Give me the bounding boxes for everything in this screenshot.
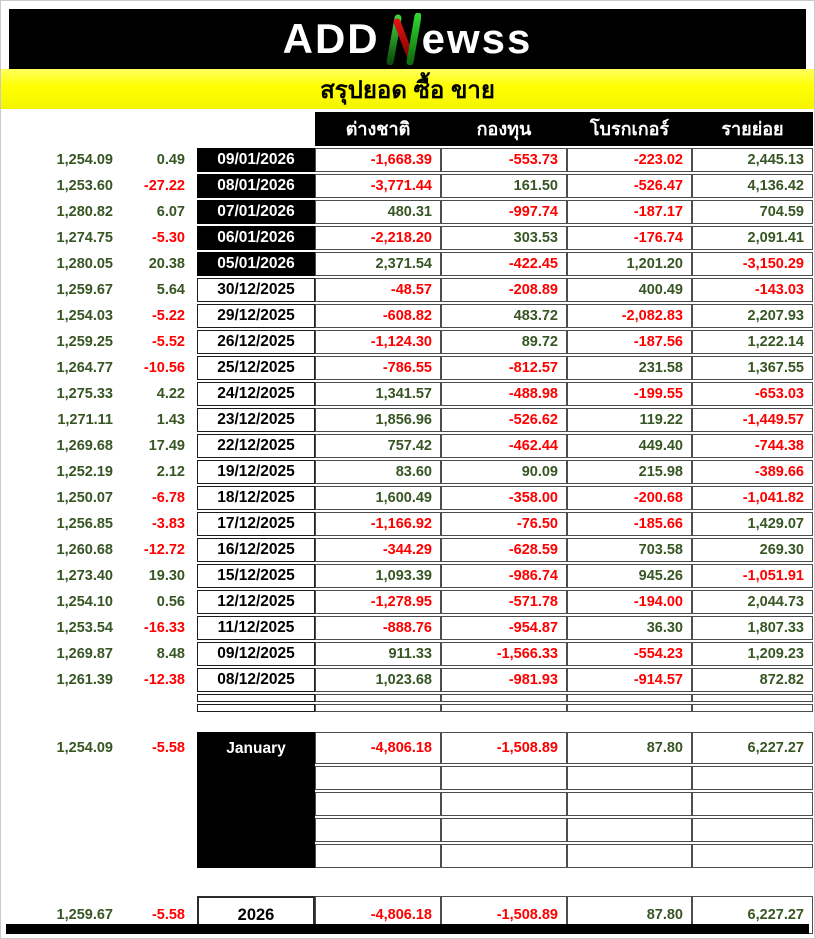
empty-value-cell: [692, 818, 813, 842]
fund-cell: -488.98: [441, 382, 567, 406]
change-cell: -27.22: [143, 177, 185, 194]
fund-cell: -553.73: [441, 148, 567, 172]
date-cell: 12/12/2025: [197, 590, 315, 614]
spacer-cell: [4, 704, 116, 712]
section-gap: [4, 870, 813, 894]
foreign-cell: 83.60: [315, 460, 441, 484]
candlestick-n-icon: [381, 13, 421, 65]
empty-value-cell: [441, 844, 567, 868]
broker-cell: 1,201.20: [567, 252, 692, 276]
spacer-cell: [116, 766, 188, 790]
date-cell: 16/12/2025: [197, 538, 315, 562]
fund-cell: 89.72: [441, 330, 567, 354]
date-cell: 22/12/2025: [197, 434, 315, 458]
empty-value-cell: [441, 704, 567, 712]
fund-cell: -208.89: [441, 278, 567, 302]
logo-text-suffix: ewss: [421, 15, 533, 62]
table-row: [4, 304, 813, 328]
empty-value-cell: [441, 792, 567, 816]
change-cell: -10.56: [143, 359, 185, 376]
empty-date-cell: [197, 694, 315, 702]
empty-value-cell: [315, 704, 441, 712]
retail-cell: -744.38: [692, 434, 813, 458]
fund-cell: 161.50: [441, 174, 567, 198]
retail-cell: 1,222.14: [692, 330, 813, 354]
table-row: [4, 200, 813, 224]
change-cell: -5.30: [151, 229, 185, 246]
table-row: [4, 252, 813, 276]
retail-cell: 2,091.41: [692, 226, 813, 250]
fund-cell: -997.74: [441, 200, 567, 224]
set-index-cell: 1,275.33: [56, 385, 113, 402]
retail-cell: -389.66: [692, 460, 813, 484]
year-change-cell: -5.58: [151, 906, 185, 923]
change-cell: 0.49: [156, 151, 185, 168]
spacer-cell: [116, 694, 188, 702]
month-change-cell: -5.58: [151, 739, 185, 756]
change-cell: 1.43: [156, 411, 185, 428]
header-spacer: [4, 112, 116, 146]
broker-cell: -914.57: [567, 668, 692, 692]
set-index-cell: 1,271.11: [57, 411, 113, 428]
month-empty-row: [4, 818, 813, 842]
date-cell: 09/01/2026: [197, 148, 315, 172]
retail-cell: -3,150.29: [692, 252, 813, 276]
retail-cell: 1,807.33: [692, 616, 813, 640]
date-cell: 26/12/2025: [197, 330, 315, 354]
column-header-row: [4, 112, 813, 146]
foreign-cell: -3,771.44: [315, 174, 441, 198]
fund-cell: -358.00: [441, 486, 567, 510]
fund-cell: -981.93: [441, 668, 567, 692]
foreign-cell: -888.76: [315, 616, 441, 640]
broker-cell: -2,082.83: [567, 304, 692, 328]
broker-cell: 945.26: [567, 564, 692, 588]
brand-logo: [283, 13, 533, 65]
table-row: [4, 642, 813, 666]
spacer-cell: [188, 330, 197, 354]
set-index-cell: 1,273.40: [56, 567, 113, 584]
broker-cell: -199.55: [567, 382, 692, 406]
spacer-cell: [188, 844, 197, 868]
table-row: [4, 460, 813, 484]
spacer-cell: [188, 148, 197, 172]
change-cell: -12.38: [143, 671, 185, 688]
change-cell: 6.07: [156, 203, 185, 220]
change-cell: 8.48: [156, 645, 185, 662]
broker-cell: -223.02: [567, 148, 692, 172]
empty-value-cell: [567, 844, 692, 868]
set-index-cell: 1,259.25: [56, 333, 113, 350]
month-empty-row: [4, 766, 813, 790]
retail-cell: 872.82: [692, 668, 813, 692]
fund-cell: -526.62: [441, 408, 567, 432]
retail-cell: -1,041.82: [692, 486, 813, 510]
spacer-cell: [188, 668, 197, 692]
spacer-cell: [116, 792, 188, 816]
date-cell: 08/01/2026: [197, 174, 315, 198]
spacer-cell: [188, 434, 197, 458]
foreign-cell: -1,278.95: [315, 590, 441, 614]
retail-cell: -1,449.57: [692, 408, 813, 432]
date-cell: 08/12/2025: [197, 668, 315, 692]
month-empty-row: [4, 792, 813, 816]
retail-cell: 2,207.93: [692, 304, 813, 328]
foreign-cell: -1,124.30: [315, 330, 441, 354]
empty-value-cell: [692, 694, 813, 702]
table-row: [4, 512, 813, 536]
empty-value-cell: [315, 844, 441, 868]
foreign-cell: -608.82: [315, 304, 441, 328]
change-cell: 17.49: [148, 437, 185, 454]
retail-cell: -1,051.91: [692, 564, 813, 588]
table-row: [4, 616, 813, 640]
retail-cell: 1,209.23: [692, 642, 813, 666]
foreign-cell: 480.31: [315, 200, 441, 224]
date-cell: 24/12/2025: [197, 382, 315, 406]
year-foreign-cell: -4,806.18: [315, 896, 441, 934]
date-cell: 15/12/2025: [197, 564, 315, 588]
fund-cell: -571.78: [441, 590, 567, 614]
change-cell: -5.52: [151, 333, 185, 350]
spacer-cell: [188, 460, 197, 484]
logo-bar: [9, 9, 806, 69]
broker-cell: 231.58: [567, 356, 692, 380]
spacer-cell: [116, 818, 188, 842]
retail-cell: 2,044.73: [692, 590, 813, 614]
fund-cell: 90.09: [441, 460, 567, 484]
retail-cell: -143.03: [692, 278, 813, 302]
broker-cell: -187.56: [567, 330, 692, 354]
broker-cell: 36.30: [567, 616, 692, 640]
change-cell: -3.83: [151, 515, 185, 532]
year-index-cell: 1,259.67: [56, 906, 113, 923]
gap-cell: [4, 870, 813, 894]
empty-value-cell: [567, 694, 692, 702]
fund-cell: -1,566.33: [441, 642, 567, 666]
broker-cell: 449.40: [567, 434, 692, 458]
spacer-cell: [4, 766, 116, 790]
set-index-cell: 1,260.68: [56, 541, 113, 558]
spacer-cell: [188, 732, 197, 764]
spacer-cell: [188, 278, 197, 302]
set-index-cell: 1,254.10: [56, 593, 113, 610]
fund-cell: 303.53: [441, 226, 567, 250]
empty-value-cell: [315, 694, 441, 702]
col-header-broker: โบรกเกอร์: [567, 112, 692, 146]
empty-value-cell: [441, 694, 567, 702]
foreign-cell: 1,856.96: [315, 408, 441, 432]
foreign-cell: 1,600.49: [315, 486, 441, 510]
spacer-cell: [188, 382, 197, 406]
logo-text-prefix: ADD: [282, 15, 380, 62]
month-foreign-cell: -4,806.18: [315, 732, 441, 764]
col-header-fund: กองทุน: [441, 112, 567, 146]
change-cell: 5.64: [156, 281, 185, 298]
spacer-cell: [188, 200, 197, 224]
table-row: [4, 538, 813, 562]
section-gap: [4, 714, 813, 730]
col-header-foreign: ต่างชาติ: [315, 112, 441, 146]
retail-cell: 269.30: [692, 538, 813, 562]
retail-cell: 1,429.07: [692, 512, 813, 536]
fund-cell: -422.45: [441, 252, 567, 276]
foreign-cell: 1,023.68: [315, 668, 441, 692]
fund-cell: 483.72: [441, 304, 567, 328]
change-cell: 0.56: [156, 593, 185, 610]
broker-cell: 119.22: [567, 408, 692, 432]
foreign-cell: -2,218.20: [315, 226, 441, 250]
date-cell: 23/12/2025: [197, 408, 315, 432]
spacer-cell: [188, 252, 197, 276]
table-row: [4, 356, 813, 380]
fund-cell: -812.57: [441, 356, 567, 380]
change-cell: 20.38: [148, 255, 185, 272]
spacer-cell: [188, 408, 197, 432]
month-retail-cell: 6,227.27: [692, 732, 813, 764]
table-row: [4, 330, 813, 354]
spacer-cell: [188, 818, 197, 842]
set-index-cell: 1,250.07: [56, 489, 113, 506]
spacer-cell: [4, 694, 116, 702]
set-index-cell: 1,252.19: [56, 463, 113, 480]
foreign-cell: 911.33: [315, 642, 441, 666]
empty-value-cell: [315, 766, 441, 790]
set-index-cell: 1,259.67: [56, 281, 113, 298]
date-cell: 09/12/2025: [197, 642, 315, 666]
spacer-cell: [188, 226, 197, 250]
spacer-cell: [188, 356, 197, 380]
date-cell: 19/12/2025: [197, 460, 315, 484]
empty-value-cell: [567, 766, 692, 790]
year-broker-cell: 87.80: [567, 896, 692, 934]
year-fund-cell: -1,508.89: [441, 896, 567, 934]
empty-value-cell: [567, 704, 692, 712]
col-header-retail: รายย่อย: [692, 112, 813, 146]
empty-value-cell: [692, 704, 813, 712]
spacer-cell: [188, 694, 197, 702]
broker-cell: -194.00: [567, 590, 692, 614]
date-cell: 07/01/2026: [197, 200, 315, 224]
set-index-cell: 1,253.54: [56, 619, 113, 636]
foreign-cell: -786.55: [315, 356, 441, 380]
set-index-cell: 1,264.77: [56, 359, 113, 376]
empty-filler-row: [4, 704, 813, 712]
retail-cell: 4,136.42: [692, 174, 813, 198]
spacer-cell: [188, 564, 197, 588]
broker-cell: -187.17: [567, 200, 692, 224]
empty-value-cell: [441, 818, 567, 842]
bottom-black-bar: [6, 924, 809, 934]
table-row: [4, 148, 813, 172]
foreign-cell: -48.57: [315, 278, 441, 302]
spacer-cell: [4, 792, 116, 816]
month-broker-cell: 87.80: [567, 732, 692, 764]
title-banner: [1, 69, 814, 109]
spacer-cell: [188, 486, 197, 510]
date-cell: 05/01/2026: [197, 252, 315, 276]
month-fund-cell: -1,508.89: [441, 732, 567, 764]
set-index-cell: 1,254.09: [56, 151, 113, 168]
broker-cell: -176.74: [567, 226, 692, 250]
month-label-cell: January: [197, 732, 315, 868]
set-index-cell: 1,274.75: [56, 229, 113, 246]
date-cell: 06/01/2026: [197, 226, 315, 250]
table-row: [4, 226, 813, 250]
foreign-cell: -344.29: [315, 538, 441, 562]
set-index-cell: 1,253.60: [56, 177, 113, 194]
spacer-cell: [188, 174, 197, 198]
change-cell: -16.33: [143, 619, 185, 636]
change-cell: 2.12: [156, 463, 185, 480]
retail-cell: 704.59: [692, 200, 813, 224]
month-index-cell: 1,254.09: [56, 739, 113, 756]
retail-cell: 1,367.55: [692, 356, 813, 380]
summary-table: [4, 110, 813, 936]
date-cell: 11/12/2025: [197, 616, 315, 640]
table-row: [4, 278, 813, 302]
change-cell: -5.22: [151, 307, 185, 324]
broker-cell: 703.58: [567, 538, 692, 562]
empty-date-cell: [197, 704, 315, 712]
empty-filler-row: [4, 694, 813, 702]
table-row: [4, 434, 813, 458]
retail-cell: 2,445.13: [692, 148, 813, 172]
spacer-cell: [188, 766, 197, 790]
spacer-cell: [188, 616, 197, 640]
empty-value-cell: [567, 792, 692, 816]
fund-cell: -76.50: [441, 512, 567, 536]
year-retail-cell: 6,227.27: [692, 896, 813, 934]
page-title: สรุปยอด ซื้อ ขาย: [320, 76, 495, 104]
broker-cell: -200.68: [567, 486, 692, 510]
retail-cell: -653.03: [692, 382, 813, 406]
spacer-cell: [188, 642, 197, 666]
month-summary-row: [4, 732, 813, 764]
set-index-cell: 1,256.85: [56, 515, 113, 532]
foreign-cell: -1,166.92: [315, 512, 441, 536]
spacer-cell: [4, 844, 116, 868]
spacer-cell: [188, 590, 197, 614]
set-index-cell: 1,280.05: [56, 255, 113, 272]
empty-value-cell: [692, 844, 813, 868]
change-cell: -6.78: [151, 489, 185, 506]
table-row: [4, 174, 813, 198]
spacer-cell: [116, 704, 188, 712]
spacer-cell: [116, 844, 188, 868]
broker-cell: 215.98: [567, 460, 692, 484]
set-index-cell: 1,261.39: [56, 671, 113, 688]
spacer-cell: [188, 704, 197, 712]
date-cell: 18/12/2025: [197, 486, 315, 510]
empty-value-cell: [441, 766, 567, 790]
foreign-cell: 757.42: [315, 434, 441, 458]
date-cell: 30/12/2025: [197, 278, 315, 302]
month-empty-row: [4, 844, 813, 868]
empty-value-cell: [315, 792, 441, 816]
change-cell: 19.30: [148, 567, 185, 584]
table-row: [4, 590, 813, 614]
date-cell: 29/12/2025: [197, 304, 315, 328]
year-label-cell: 2026: [197, 896, 315, 934]
spacer-cell: [188, 792, 197, 816]
set-index-cell: 1,280.82: [56, 203, 113, 220]
foreign-cell: 1,341.57: [315, 382, 441, 406]
fund-cell: -954.87: [441, 616, 567, 640]
gap-cell: [4, 714, 813, 730]
table-row: [4, 408, 813, 432]
broker-cell: -554.23: [567, 642, 692, 666]
table-row: [4, 486, 813, 510]
fund-cell: -628.59: [441, 538, 567, 562]
change-cell: 4.22: [156, 385, 185, 402]
spacer-cell: [4, 818, 116, 842]
foreign-cell: 1,093.39: [315, 564, 441, 588]
fund-cell: -986.74: [441, 564, 567, 588]
spacer-cell: [188, 538, 197, 562]
fund-cell: -462.44: [441, 434, 567, 458]
table-row: [4, 382, 813, 406]
set-index-cell: 1,269.68: [56, 437, 113, 454]
broker-cell: -185.66: [567, 512, 692, 536]
change-cell: -12.72: [143, 541, 185, 558]
spacer-cell: [188, 304, 197, 328]
spacer-cell: [188, 512, 197, 536]
set-index-cell: 1,269.87: [56, 645, 113, 662]
foreign-cell: -1,668.39: [315, 148, 441, 172]
empty-value-cell: [692, 792, 813, 816]
date-cell: 25/12/2025: [197, 356, 315, 380]
table-row: [4, 668, 813, 692]
empty-value-cell: [692, 766, 813, 790]
empty-value-cell: [567, 818, 692, 842]
foreign-cell: 2,371.54: [315, 252, 441, 276]
broker-cell: -526.47: [567, 174, 692, 198]
table-row: [4, 564, 813, 588]
empty-value-cell: [315, 818, 441, 842]
broker-cell: 400.49: [567, 278, 692, 302]
set-index-cell: 1,254.03: [56, 307, 113, 324]
date-cell: 17/12/2025: [197, 512, 315, 536]
